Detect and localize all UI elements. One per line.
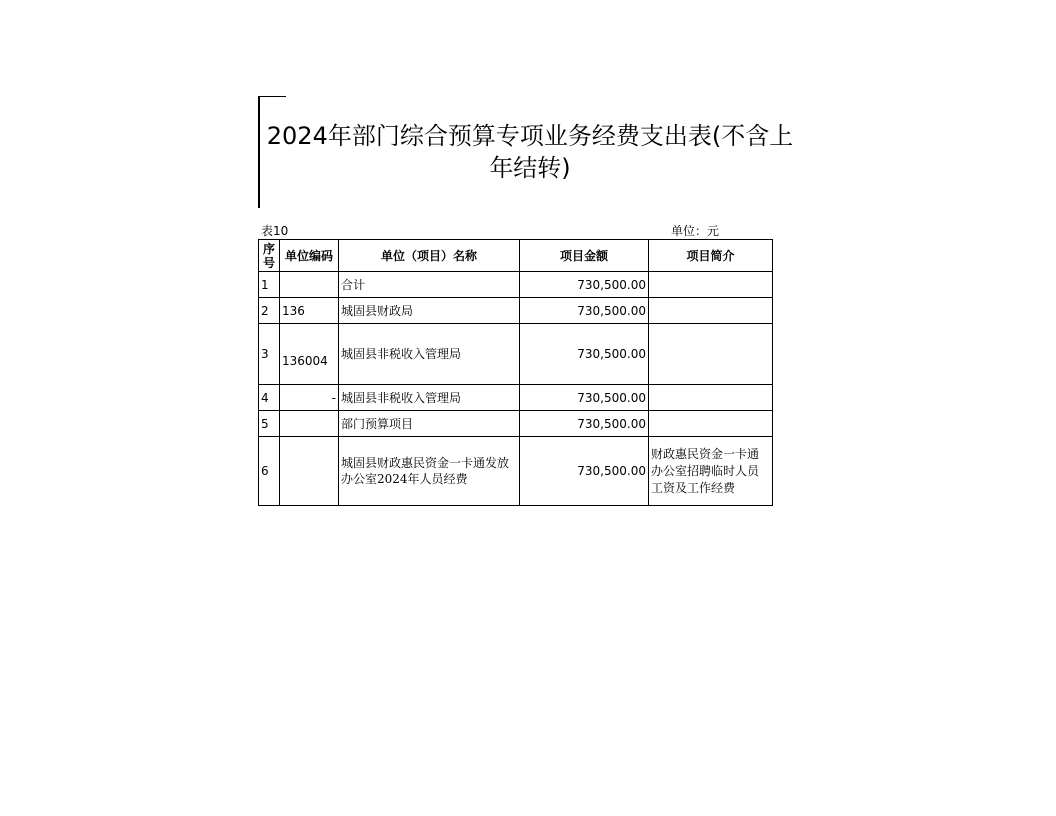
cell-amount: 730,500.00: [520, 298, 649, 324]
cell-description: 财政惠民资金一卡通办公室招聘临时人员工资及工作经费: [649, 437, 773, 506]
cell-code: -: [280, 385, 339, 411]
cell-code: [280, 272, 339, 298]
cell-seq: 6: [259, 437, 280, 506]
table-row: [259, 385, 773, 411]
cell-seq: 3: [259, 324, 280, 385]
cell-amount: 730,500.00: [520, 324, 649, 385]
cell-code: [280, 437, 339, 506]
cell-code: 136: [280, 298, 339, 324]
cell-description: [649, 324, 773, 385]
title-bracket-vertical: [258, 96, 260, 208]
table-row: [259, 437, 773, 506]
cell-name: 合计: [339, 272, 520, 298]
cell-seq: 2: [259, 298, 280, 324]
title-bracket-horizontal: [258, 96, 286, 97]
cell-name: 城固县财政局: [339, 298, 520, 324]
table-number: 表10: [261, 224, 289, 238]
cell-name: 城固县非税收入管理局: [339, 324, 520, 385]
cell-name: 城固县非税收入管理局: [339, 385, 520, 411]
header-seq: 序号: [259, 240, 280, 272]
table-row: [259, 411, 773, 437]
cell-seq: 4: [259, 385, 280, 411]
header-description: 项目简介: [649, 240, 773, 272]
cell-name: 城固县财政惠民资金一卡通发放办公室2024年人员经费: [339, 437, 520, 506]
cell-amount: 730,500.00: [520, 385, 649, 411]
header-code: 单位编码: [280, 240, 339, 272]
cell-code: [280, 411, 339, 437]
cell-code: 136004: [280, 324, 339, 385]
cell-description: [649, 411, 773, 437]
table-row: [259, 298, 773, 324]
cell-seq: 1: [259, 272, 280, 298]
cell-description: [649, 385, 773, 411]
cell-name: 部门预算项目: [339, 411, 520, 437]
budget-table: [258, 239, 773, 506]
cell-amount: 730,500.00: [520, 437, 649, 506]
cell-description: [649, 298, 773, 324]
cell-amount: 730,500.00: [520, 411, 649, 437]
header-name: 单位（项目）名称: [339, 240, 520, 272]
cell-amount: 730,500.00: [520, 272, 649, 298]
header-row: [259, 240, 773, 272]
unit-label: 单位：元: [671, 224, 720, 238]
cell-description: [649, 272, 773, 298]
table-row: [259, 272, 773, 298]
header-amount: 项目金额: [520, 240, 649, 272]
table-row: [259, 324, 773, 385]
cell-seq: 5: [259, 411, 280, 437]
page-title: 2024年部门综合预算专项业务经费支出表(不含上年结转): [266, 122, 794, 182]
